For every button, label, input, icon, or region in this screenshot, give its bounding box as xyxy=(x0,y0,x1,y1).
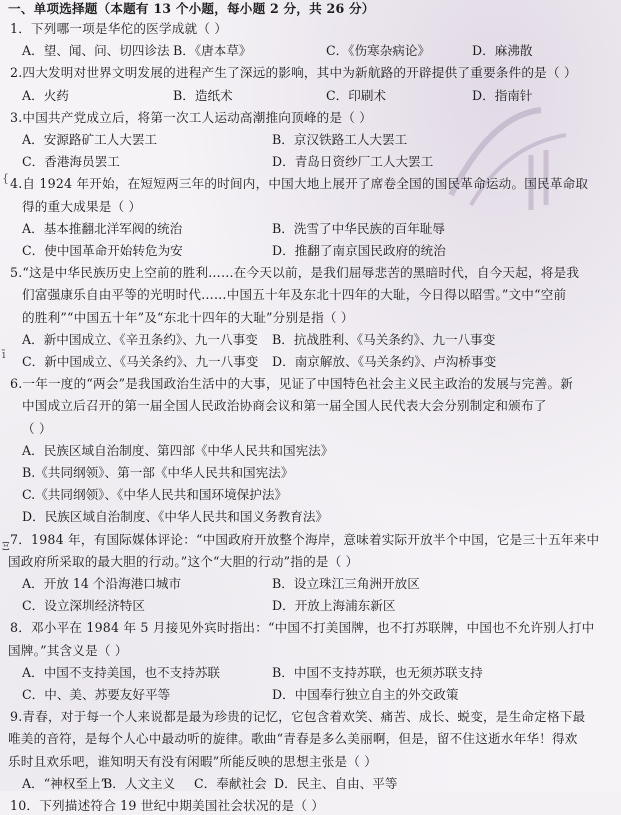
answer-option-a: A．“神权至上” xyxy=(22,775,107,791)
question-stem-continued: 中国成立后召开的第一届全国人民政治协商会议和第一届全国人民代表大会分别制定和颁布了 xyxy=(22,398,547,414)
answer-option-a: A．望、闻、问、切四诊法 xyxy=(22,43,170,59)
answer-option-b: B．《唐本草》 xyxy=(173,43,252,59)
answer-option-c: C．奉献社会 xyxy=(194,775,267,791)
watermark-illustration xyxy=(431,95,581,215)
answer-option-b: B．洗雪了中华民族的百年耻辱 xyxy=(272,220,445,236)
question-stem: 4.自 1924 年开始，在短短两三年的时间内，中国大地上展开了席卷全国的国民革命运动。国民革命取 xyxy=(10,176,589,192)
answer-option-d: D．中国奉行独立自主的外交政策 xyxy=(272,687,459,702)
question-stem: 9.青春，对于每一个人来说都是最为珍贵的记忆，它包含着欢笑、痛苦、成长、蜕变，是生命定格下最 xyxy=(10,709,586,725)
question-stem-continued: 乐时且欢乐吧，谁知明天有没有闲暇”所能反映的思想主张是（ ） xyxy=(8,753,378,769)
answer-option-b: B．人文主义 xyxy=(103,775,176,791)
answer-option-b: B.《共同纲领》、第一部《中华人民共和国宪法》 xyxy=(22,465,294,480)
question-stem: 1．下列哪一项是华佗的医学成就（ ） xyxy=(10,21,228,36)
answer-option-b: B．中国不支持苏联，也无须苏联支持 xyxy=(272,664,483,680)
answer-option-a: A．安源路矿工人大罢工 xyxy=(22,132,158,147)
question-stem-continued: 的胜利”“中国五十年”及“东北十四年的大耻”分别是指（ ） xyxy=(22,309,354,325)
question-stem-continued: 得的重大成果是（ ） xyxy=(22,198,142,214)
answer-option-b: B．抗战胜利、《马关条约》、九一八事变 xyxy=(272,331,496,347)
answer-option-d: D．民族区域自治制度、《中华人民共和国义务教育法》 xyxy=(22,509,329,525)
answer-option-d: D．麻沸散 xyxy=(472,43,533,59)
question-stem: 10．下列描述符合 19 世纪中期美国社会状况的是（ ） xyxy=(10,798,325,813)
question-stem-continued: 国政府所采取的最大胆的行动。”这个“大胆的行动”指的是（ ） xyxy=(8,553,359,569)
answer-option-c: C．新中国成立、《马关条约》、九一八事变 xyxy=(22,354,259,369)
answer-option-c: C．使中国革命开始转危为安 xyxy=(22,243,183,258)
margin-mark: Ξ xyxy=(2,540,10,553)
answer-option-c: C．香港海员罢工 xyxy=(22,154,120,170)
answer-option-d: D．开放上海浦东新区 xyxy=(272,598,396,614)
answer-option-d: D．南京解放、《马关条约》、卢沟桥事变 xyxy=(272,354,497,369)
question-stem: 8．邓小平在 1984 年 5 月接见外宾时指出：“中国不打美国牌，也不打苏联牌，中国也不允许别人打中 xyxy=(10,620,595,636)
answer-option-d: D．民主、自由、平等 xyxy=(274,775,398,791)
answer-option-b: B．设立珠江三角洲开放区 xyxy=(272,576,420,591)
margin-mark: ī xyxy=(2,348,6,361)
answer-option-a: A．民族区域自治制度、第四部《中华人民共和国宪法》 xyxy=(22,442,334,458)
answer-option-a: A．中国不支持美国，也不支持苏联 xyxy=(22,664,221,680)
answer-option-a: A．开放 14 个沿海港口城市 xyxy=(22,576,182,591)
question-stem: 5.“这是中华民族历史上空前的胜利……在今天以前，是我们屈辱悲苦的黑暗时代，自今天起，将是我 xyxy=(10,265,580,281)
answer-option-a: A．基本推翻北洋军阀的统治 xyxy=(22,220,183,236)
answer-option-b: B．京汉铁路工人大罢工 xyxy=(272,132,408,147)
answer-option-d: D．指南针 xyxy=(472,87,533,103)
answer-option-c: C．设立深圳经济特区 xyxy=(22,598,145,614)
question-stem-continued: 唯美的音符，是每个人心中最动听的旋律。歌曲“青春是多么美丽啊，但是，留不住这逝水年华！得欢 xyxy=(8,731,578,747)
answer-option-c: C．《伤寒杂病论》 xyxy=(326,43,431,59)
section-title: 一、单项选择题（本题有 13 个小题，每小题 2 分，共 26 分） xyxy=(8,1,375,16)
question-stem: 7．1984 年，有国际媒体评论：“中国政府开放整个海岸，意味着实际开放半个中国，它是三十五年来中 xyxy=(10,531,600,547)
question-stem: 3.中国共产党成立后，将第一次工人运动高潮推向顶峰的是（ ） xyxy=(10,109,373,125)
answer-option-c: C.《共同纲领》、《中华人民共和国环境保护法》 xyxy=(22,487,288,503)
answer-option-d: D．推翻了南京国民政府的统治 xyxy=(272,243,446,258)
answer-option-a: A．火药 xyxy=(22,87,69,103)
margin-mark: { xyxy=(2,172,9,185)
answer-option-a: A．新中国成立、《辛丑条约》、九一八事变 xyxy=(22,331,258,347)
question-stem: 6.一年一度的“两会”是我国政治生活中的大事，见证了中国特色社会主义民主政治的发展与完善。新 xyxy=(10,376,574,392)
question-stem-continued: （ ） xyxy=(22,420,52,436)
answer-option-c: C．中、美、苏要友好平等 xyxy=(22,687,171,702)
answer-option-c: C．印刷术 xyxy=(326,87,387,103)
question-stem: 2.四大发明对世界文明发展的进程产生了深远的影响，其中为新航路的开辟提供了重要条件的是（ ） xyxy=(10,65,577,81)
question-stem-continued: 国牌。”其含义是（ ） xyxy=(8,642,128,658)
answer-option-b: B．造纸术 xyxy=(173,87,233,103)
question-stem-continued: 们富强康乐自由平等的光明时代……中国五十年及东北十四年的大耻，今日得以昭雪。”文中“空前 xyxy=(22,287,567,303)
answer-option-d: D．青岛日资纱厂工人大罢工 xyxy=(272,154,434,170)
